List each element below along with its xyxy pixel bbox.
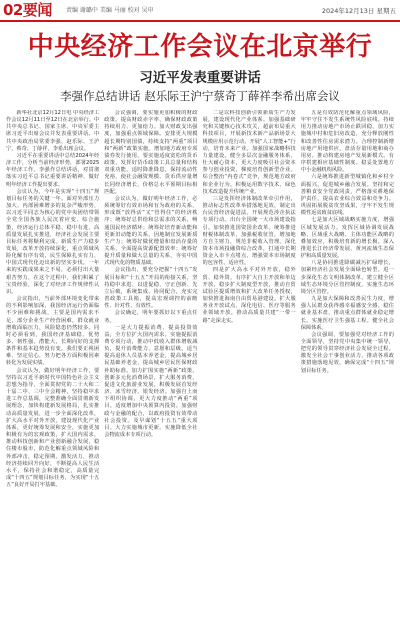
article-paragraph: 二是以科技创新引领新质生产力发展，建设现代化产业体系。加强基础研究和关键核心技术攻关，超前布局重大科技项目，开展新技术新产品新场景大规模应用示范行动。开展“人工智能+”行动，培育未来产业。加强国家战略科技力量建设。健全多层次金融服务体系，壮大耐心资本，更大力度吸引社会资本参与创业投资，梯度培育创新型企业。综合整治“内卷式”竞争，规范地方政府和企业行为。积极运用数字技术、绿色技术改造提升传统产业。 xyxy=(202,110,296,195)
article-paragraph: 八是协同推进降碳减污扩绿增长，加紧经济社会发展全面绿色转型。进一步深化生态文明体制改革，建立健全区域生态环境分区管控制度，实施生态环境分区管控。 xyxy=(300,260,394,295)
article-paragraph: 四是扩大高水平对外开放，稳外贸、稳外资。有序扩大自主开放和单边开放，稳步扩大制度型开放，推动自贸试验区提质增效和扩大改革任务授权，加快推进海南自由贸易港建设。扩大服务业开放试点，深化电信、医疗等服务业领域开放。推动高质量共建“一带一路”走深走实。 xyxy=(202,267,296,324)
article-paragraph: 七是加大区域战略实施力度，增强区域发展活力。发挥区域协调发展战略、区域重大战略、主体功能区战略的叠加效应，积极培育新的增长极。深入推进长江经济带发展、黄河流域生态保护和高质量发展。 xyxy=(300,217,394,260)
article-paragraph: 会议指出，当前外部环境变化带来的不利影响加深，我国经济运行仍面临不少困难和挑战，主要是国内需求不足，部分企业生产经营困难，群众就业增收面临压力，风险隐患仍然较多。同时必须看到，我国经济基础稳、优势多、韧性强、潜能大，长期向好的支撑条件和基本趋势没有变。我们要正视困难、坚定信心，努力把各方面积极因素转化为发展实绩。 xyxy=(6,296,100,367)
article-byline: 李强作总结讲话 赵乐际王沪宁蔡奇丁薛祥李希出席会议 xyxy=(60,89,340,103)
article-paragraph: 会议认为，做好明年经济工作，要坚持以习近平新时代中国特色社会主义思想为指导，全面贯彻党的二十大和二十届二中、三中全会精神，坚持稳中求进工作总基调，完整准确全面贯彻新发展理念，加快构建新发展格局，扎实推动高质量发展，进一步全面深化改革，扩大高水平对外开放，建设现代化产业体系，更好统筹发展和安全，实施更加积极有为的宏观政策，扩大国内需求，推动科技创新和产业创新融合发展，稳住楼市股市，防范化解重点领域风险和外部冲击，稳定预期、激发活力，推动经济持续回升向好，不断提高人民生活水平，保持社会和谐稳定，高质量完成“十四五”规划目标任务，为实现“十五五”良好开局打牢基础。 xyxy=(6,367,100,489)
article-paragraph: 五是有效防范化解重点领域风险，牢牢守住不发生系统性风险底线。持续用力推动房地产市场止跌回稳，加力实施城中村和危旧房改造，充分释放刚性和改善性住房需求潜力。合理控制新增房地产用地供应，盘活存量用地和商办用房。推动构建房地产发展新模式。有序搭建相应基础性制度。稳妥处置地方中小金融机构风险。 xyxy=(300,110,394,174)
article-paragraph: 六是统筹推进新型城镇化和乡村全面振兴，促进城乡融合发展。坚持和完善粮食安全党政同责，严格落实耕地保护责任，提高农业综合效益和竞争力。巩固拓展脱贫攻坚成果，守牢不发生规模性返贫致贫底线。 xyxy=(300,174,394,217)
article-column xyxy=(203,110,296,622)
issue-date: 2024年12月13日 星期五 xyxy=(321,7,396,15)
page-header xyxy=(0,0,400,22)
article-paragraph: 习近平在重要讲话中总结2024年经济工作，分析当前经济形势，部署2025年经济工作。李强作总结讲话，对贯彻落实习近平总书记重要讲话精神、做好明年经济工作提出要求。 xyxy=(6,152,100,188)
article-paragraph: 会议认为，做好明年经济工作，必须统筹好有效市场和有为政府的关系，形成既“放得活”又“管得住”的经济秩序；统筹好总供给和总需求的关系，畅通国民经济循环；统筹好培育新动能和更新旧动能的关系，因地制宜发展新质生产力；统筹好做优增量和盘活存量的关系，全面提高资源配置效率；统筹好提升质量和做大总量的关系，夯实中国式现代化的物质基础。 xyxy=(104,195,198,267)
article-paragraph: 会议认为，今年是实现“十四五”规划目标任务的关键一年。面对外部压力加大、内部困难增多的复杂严峻形势，以习近平同志为核心的党中央团结带领全党全国各族人民沉着应变、综合施策，经济运行总体平稳、稳中有进，高质量发展扎实推进，经济社会发展主要目标任务将顺利完成。新质生产力稳步发展，改革开放持续深化，重点领域风险化解有序有效，民生保障扎实有力，中国式现代化迈出新的坚实步伐。一年来的实践成果来之不易，必须付出大量艰苦努力，在这个过程中，我们积累了宝贵经验，深化了对经济工作规律性认识。 xyxy=(6,188,100,295)
article-paragraph: 会议强调，要加强党对经济工作的全面领导，坚持党中央集中统一领导，把党的领导贯穿经济社会发展全过程。激发全社会干事创业活力，推动各项政策措施落地见效，确保完成“十四五”规划目标任务。 xyxy=(300,331,394,374)
article-column xyxy=(6,110,99,622)
page-number: 02要闻 xyxy=(3,1,52,19)
article-body xyxy=(6,110,394,622)
article-subtitle: 习近平发表重要讲话 xyxy=(139,70,261,86)
article-paragraph: 会议确定，明年要抓好以下重点任务。 xyxy=(104,310,198,324)
article-paragraph: 会议强调，要实施更加积极的财政政策。提高财政赤字率，确保财政政策持续用力、更加给力。加大财政支出强度，加强重点领域保障。安排更大规模超长期特别国债，持续支持“两重”项目和“两新”政策实施。增加地方政府专项债券发行使用。要实施适度宽松的货币政策，发挥好货币政策工具总量和结构双重功能，适时降准降息，保持流动性充裕，使社会融资规模、货币供应量增长同经济增长、价格总水平预期目标相匹配。 xyxy=(104,110,198,195)
editor-credits: 责编 谢璐中 美编 马丽 校对 吴申 xyxy=(66,7,154,14)
article-paragraph: 一是大力提振消费、提高投资效益，全方位扩大国内需求。实施提振消费专项行动，推动中低收入群体增收减负，提升消费能力、意愿和层级。适当提高退休人员基本养老金，提高城乡居民基础养老金，提高城乡居民医保财政补助标准。加力扩围实施“两新”政策，创新多元化消费场景，扩大服务消费，促进文化旅游业发展。积极发展首发经济、冰雪经济、银发经济。加强自上而下组织协调，更大力度推动“两重”项目。适度增加中央预算内投资。加强财政与金融的配合，以政府投资有效带动社会投资。及早谋划“十五五”重大项目。大力实施城市更新。实施降低全社会物流成本专项行动。 xyxy=(104,324,198,439)
article-paragraph: 三是发挥经济体制改革牵引作用，推动标志性改革举措落地见效。制定出台民营经济促进法。开展规范涉企执法专项行动。出台全国统一大市场建设指引。加快推进国资国企改革。统筹推进财税体制改革，加强税收征管，增加地方自主财力，规范非税收入管理。深化资本市场投融资综合改革，打通中长期资金入市卡点堵点，增强资本市场制度的包容性、适应性。 xyxy=(202,195,296,267)
article-paragraph: 新华社北京12月12日电 中央经济工作会议12月11日至12日在北京举行。中共中央总书记、国家主席、中央军委主席习近平出席会议并发表重要讲话。中共中央政治局常委李强、赵乐际、王沪宁、蔡奇、丁薛祥、李希出席会议。 xyxy=(6,110,100,152)
article-paragraph: 九是加大保障和改善民生力度，增强人民群众获得感幸福感安全感。稳住就业基本盘，推动重点群体就业稳定增长。实施医疗卫生强基工程。健全社会保障体系。 xyxy=(300,296,394,331)
article-headline: 中央经济工作会议在北京举行 xyxy=(27,32,373,62)
article-paragraph: 会议指出，要充分把握“十四五”发展目标和“十五五”开局的衔接关系，坚持稳中求进、以进促稳，守正创新、先立后破，系统集成、协同配合，充实完善政策工具箱，提高宏观调控的前瞻性、针对性、有效性。 xyxy=(104,267,198,310)
article-column xyxy=(301,110,394,622)
article-column xyxy=(104,110,197,622)
